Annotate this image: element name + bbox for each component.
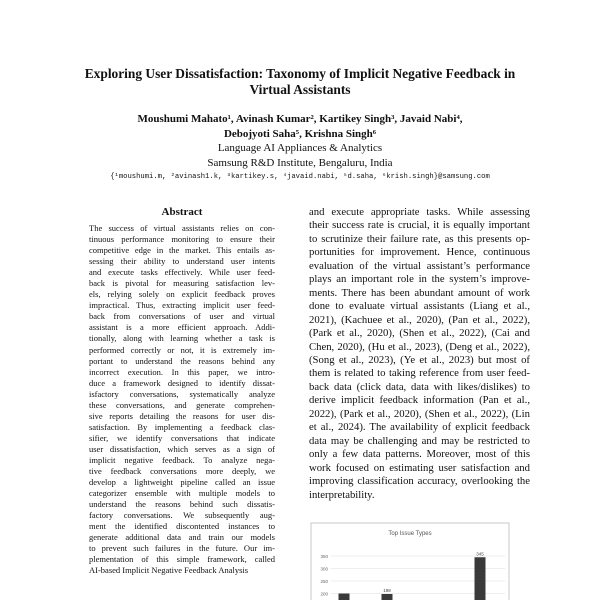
abstract-heading: Abstract <box>161 206 203 218</box>
text-line: to prevent such failures in the future. Our im- <box>89 543 275 554</box>
text-line: back from conversations of user and virtual <box>89 311 275 322</box>
authors-line: Moushumi Mahato¹, Avinash Kumar², Kartikey Singh³, Javaid Nabi⁴, <box>137 113 463 125</box>
text-line: back is pivotal for measuring satisfaction lev- <box>89 278 275 289</box>
text-line: portant to understand the reasons behind any <box>89 355 275 366</box>
affiliation <box>60 141 540 171</box>
text-line: AI-based Implicit Negative Feedback Analysis <box>89 565 249 576</box>
text-line: user dissatisfaction, which serves as a sign of <box>89 443 275 454</box>
figure-chart <box>309 522 530 600</box>
text-line: data may be challenging and may be restricted to <box>309 434 530 447</box>
text-line: to scrutinize their failure rate, as this presents op- <box>309 232 530 245</box>
text-line: sessing their ability to understand user intents <box>89 256 275 267</box>
author-list <box>60 112 540 142</box>
text-line: factory conversations. We subsequently aug- <box>89 510 275 521</box>
body-column-right <box>309 206 530 502</box>
text-line: ment the identified discontented instances to <box>89 521 275 532</box>
text-line: assistant is a more efficient approach. Addi- <box>89 322 275 333</box>
bar-data-label: 198 <box>383 588 391 593</box>
text-line: tinuous performance monitoring to ensure their <box>89 234 275 245</box>
text-line: understand the reasons behind such dissatis- <box>89 499 275 510</box>
text-line: implicit negative feedback. To analyze nega- <box>89 454 275 465</box>
text-line: develop a lightweight pipeline called an issue <box>89 477 275 488</box>
affiliation-line: Language AI Appliances & Analytics <box>217 142 383 154</box>
text-line: and execute tasks effectively. While user feed- <box>89 267 275 278</box>
affiliation-line: Samsung R&D Institute, Bengaluru, India <box>207 157 393 169</box>
text-line: only a few data patterns. Moreover, most of this <box>309 448 530 461</box>
authors-line: Debojyoti Saha⁵, Krishna Singh⁶ <box>223 128 377 140</box>
text-line: 2022), (Park et al., 2020), (Shen et al., 2022), (Lin <box>309 407 530 420</box>
text-line: generate additional data and train our models <box>89 532 275 543</box>
chart-title: Top Issue Types <box>388 531 432 537</box>
paper-title <box>40 66 560 98</box>
text-line: plays an important role in the system’s improve- <box>309 273 530 286</box>
text-line: els, relying solely on explicit feedback proves <box>89 289 275 300</box>
bar-A <box>339 594 350 600</box>
text-line: performed correctly or not, it is extremely im- <box>89 344 275 355</box>
text-line: competitive edge in the market. This entails as- <box>89 245 275 256</box>
y-tick-label: 300 <box>320 566 328 572</box>
text-line: portunities for improvement. Hence, continuous <box>309 246 530 259</box>
text-line: sifier, we identify conversations that indicate <box>89 432 275 443</box>
abstract-body <box>89 223 275 600</box>
text-line: tive feedback conversations more deeply, we <box>89 466 275 477</box>
author-emails: {¹moushumi.m, ²avinash1.k, ³kartikey.s, ⁴javaid.nabi, ⁵d.saha, ⁶krish.singh}@samsung.com <box>110 173 490 181</box>
text-line: evaluation of the virtual assistant’s performance <box>309 259 530 272</box>
y-tick-label: 200 <box>320 591 328 597</box>
title-line: Virtual Assistants <box>249 82 351 97</box>
text-line: and execute appropriate tasks. While assessing <box>309 206 530 218</box>
text-line: incorrect execution. In this paper, we intro- <box>89 366 275 377</box>
text-line: Chen, 2020), (Hu et al., 2023), (Deng et al., 2022), <box>309 340 530 353</box>
text-line: categorizer ensemble with multiple models to <box>89 488 275 499</box>
text-line: (Park et al., 2020), (Shen et al., 2022), (Cai and <box>309 327 530 340</box>
text-line: derive implicit feedback information (Pan et al., <box>309 394 530 407</box>
bar-chart <box>309 522 530 600</box>
text-line: (Song et al., 2023), (Ye et al., 2023) but most of <box>309 353 530 366</box>
text-line: ments. There has been abundant amount of work <box>309 286 530 299</box>
text-line: back data (click data, data with likes/dislikes) to <box>309 380 530 393</box>
text-line: et al., 2024). The availability of explicit feedback <box>309 421 530 434</box>
title-line: Exploring User Dissatisfaction: Taxonomy of Implicit Negative Feedback in <box>84 66 516 81</box>
text-line: their success rate is crucial, it is equally important <box>309 219 530 232</box>
text-line: them is related to taking reference from user feed- <box>309 367 530 380</box>
text-line: 2021), (Kachuee et al., 2020), (Pan et al., 2022), <box>309 313 530 326</box>
text-line: duce a framework designed to identify dissat- <box>89 377 275 388</box>
bar-C <box>475 557 486 600</box>
y-tick-label: 250 <box>320 579 328 584</box>
text-line: sive reports detailing the reasons for user dis- <box>89 410 275 421</box>
text-line: done to evaluate virtual assistants (Liang et al., <box>309 300 530 313</box>
text-line: satisfaction. By implementing a feedback clas- <box>89 421 275 432</box>
text-line: impractical. Thus, extracting implicit user feed- <box>89 300 275 311</box>
y-tick-label: 350 <box>320 554 328 559</box>
bar-data-label: 345 <box>476 551 484 557</box>
text-line: these conversations, and generate comprehen- <box>89 399 275 410</box>
text-line: The success of virtual assistants relies on con- <box>89 223 275 233</box>
text-line: improving classification accuracy, overlooking the <box>309 475 530 488</box>
text-line: interpretability. <box>309 488 375 501</box>
bar-B <box>382 594 393 600</box>
text-line: plementation of this simple framework, called <box>89 554 275 565</box>
text-line: work focused on estimating user satisfaction and <box>309 461 530 474</box>
text-line: isfactory conversations, systematically analyze <box>89 388 275 399</box>
text-line: tionally, along with learning whether a task is <box>89 333 275 344</box>
